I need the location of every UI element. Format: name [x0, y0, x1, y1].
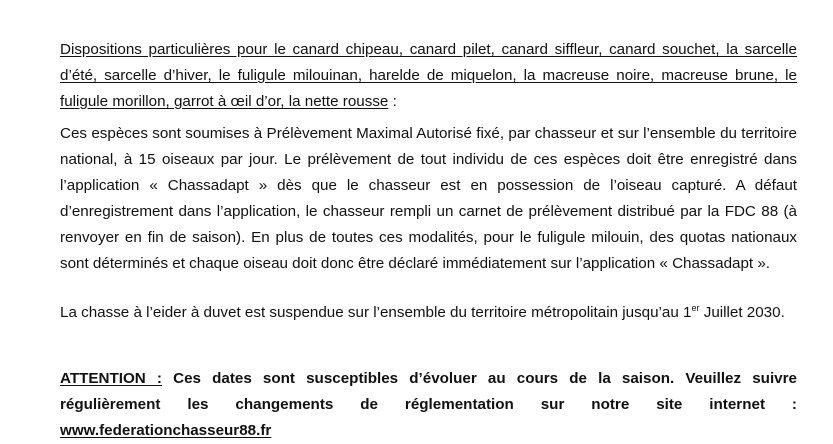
attention-label: ATTENTION : [60, 370, 162, 387]
attention-paragraph [60, 366, 797, 444]
eider-text-end: Juillet 2030. [699, 304, 785, 321]
heading-underlined-text: Dispositions particulières pour le canard chipeau, canard pilet, canard siffleur, canard souchet, la sarcelle d’été, sarcelle d’hiver, le fuligule milouinan, harelde de miquelon, la macreuse noire, macreuse brune, le fuligule morillon, garrot à œil d’or, la nette rousse [60, 41, 797, 110]
section-heading [60, 37, 797, 115]
eider-text: La chasse à l’eider à duvet est suspendue sur l’ensemble du territoire métropolitain jusqu’au 1 [60, 304, 692, 321]
eider-paragraph [60, 300, 797, 326]
quota-paragraph: Ces espèces sont soumises à Prélèvement Maximal Autorisé fixé, par chasseur et sur l’ensemble du territoire national, à 15 oiseaux par jour. Le prélèvement de tout individu de ces espèces doit être enregistré dans l’application « Chassadapt » dès que le chasseur est en possession de l’oiseau capturé. A défaut d’enregistrement dans l’application, le chasseur rempli un carnet de prélèvement distribué par la FDC 88 (à renvoyer en fin de saison). En plus de toutes ces modalités, pour le fuligule milouin, des quotas nationaux sont déterminés et chaque oiseau doit donc être déclaré immédiatement sur l’application « Chassadapt ». [60, 125, 797, 272]
heading-suffix: : [388, 93, 397, 110]
eider-ordinal-suffix: er [691, 303, 700, 313]
attention-text: Ces dates sont susceptibles d’évoluer au cours de la saison. Veuillez suivre régulièrement les changements de réglementation sur notre site internet : [60, 370, 797, 413]
website-link[interactable]: www.federationchasseur88.fr [60, 422, 272, 439]
